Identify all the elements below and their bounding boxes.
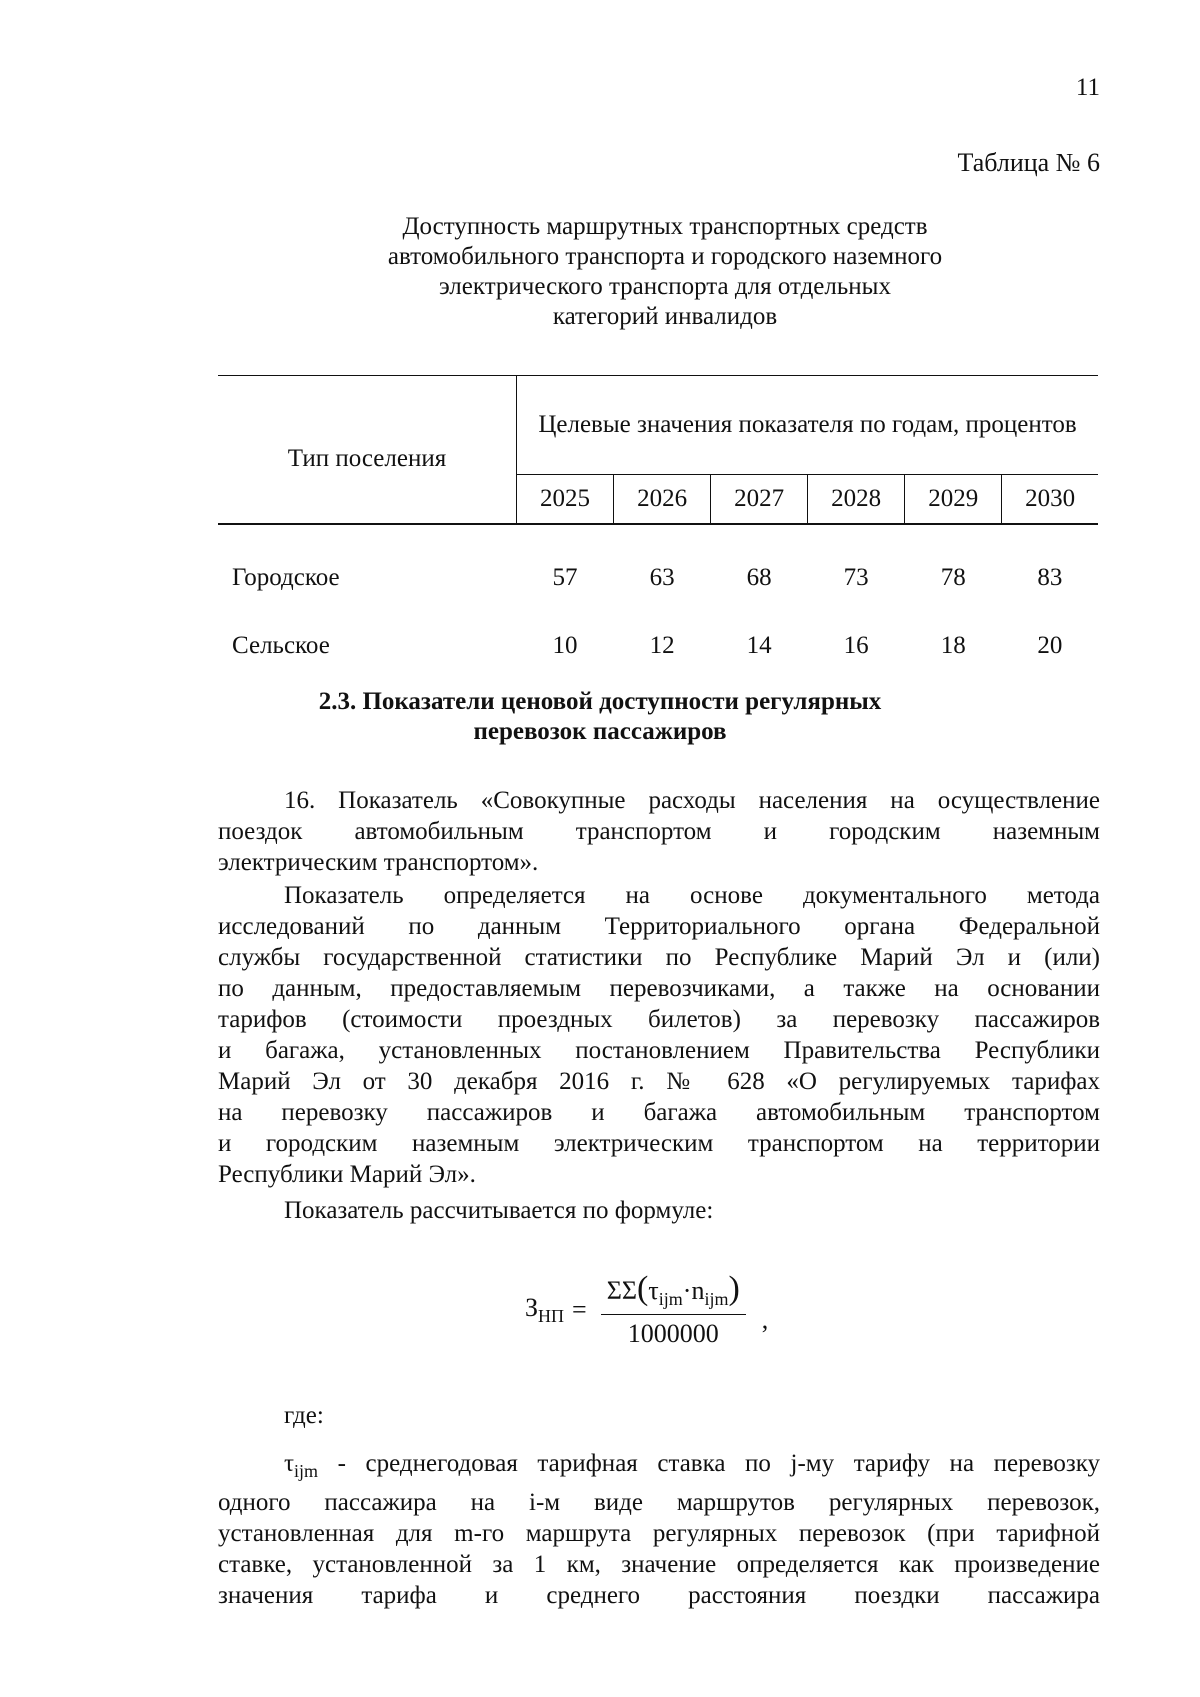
- paragraph-line: тарифов (стоимости проездных билетов) за перевозку пассажиров: [218, 1006, 1100, 1033]
- paragraph-line: электрическим транспортом».: [218, 849, 539, 876]
- year-header: 2026: [614, 475, 711, 525]
- paragraph-line: 16. Показатель «Совокупные расходы населения на осуществление: [284, 787, 1100, 814]
- formula-numerator: $\Sigma\Sigma(\tau_{ijm}\cdot n_{ijm})$: [601, 1270, 746, 1315]
- table-title-line: Доступность маршрутных транспортных средств: [402, 213, 928, 240]
- row-value: 18: [940, 632, 966, 659]
- formula: [525, 1270, 768, 1349]
- paragraph-line: на перевозку пассажиров и багажа автомобильным транспортом: [218, 1099, 1100, 1126]
- page-number: 11: [1075, 74, 1100, 101]
- year-header: 2025: [517, 475, 614, 525]
- paragraph-line: службы государственной статистики по Республике Марий Эл и (или): [218, 944, 1100, 971]
- row-name: Сельское: [232, 632, 330, 659]
- row-value: 83: [1037, 564, 1063, 591]
- paragraph-line: Показатель определяется на основе документального метода: [284, 882, 1100, 909]
- paragraph-line: по данным, предоставляемым перевозчиками, а также на основании: [218, 975, 1100, 1002]
- table-title-line: категорий инвалидов: [552, 303, 778, 330]
- year-header: 2029: [905, 475, 1002, 525]
- paragraph-line: ставке, установленной за 1 км, значение определяется как произведение: [218, 1551, 1100, 1578]
- table-title: [300, 212, 1030, 332]
- col-header-target-values: Целевые значения показателя по годам, процентов: [517, 376, 1099, 475]
- formula-lhs: $З_{НП}$: [525, 1292, 565, 1326]
- formula-comma: ,: [761, 1304, 769, 1334]
- table-label: Таблица № 6: [957, 148, 1100, 177]
- year-header: 2030: [1002, 475, 1098, 525]
- indicator-table: [218, 375, 1098, 680]
- paragraph-line: значения тарифа и среднего расстояния поездки пассажира: [218, 1582, 1100, 1609]
- paragraph-line: исследований по данным Территориального органа Федеральной: [218, 913, 1100, 940]
- paragraph-line: одного пассажира на i-м виде маршрутов регулярных перевозок,: [218, 1489, 1100, 1516]
- formula-fraction: [601, 1270, 746, 1349]
- table-row: [218, 612, 1098, 680]
- where-label-block: [218, 1400, 1100, 1431]
- paragraph-line: установленная для m-го маршрута регулярных перевозок (при тарифной: [218, 1520, 1100, 1547]
- paragraph-line: Республики Марий Эл».: [218, 1161, 476, 1188]
- section-heading-line: перевозок пассажиров: [473, 718, 727, 745]
- year-header: 2027: [711, 475, 808, 525]
- paragraph-line: Показатель рассчитывается по формуле:: [284, 1197, 714, 1224]
- row-value: 10: [552, 632, 578, 659]
- table-title-line: автомобильного транспорта и городского наземного: [387, 243, 943, 270]
- row-value: 73: [843, 564, 869, 591]
- row-value: 68: [746, 564, 772, 591]
- paragraph-tau-definition: [218, 1448, 1100, 1611]
- tau-symbol: τ: [284, 1450, 295, 1477]
- tau-subscript: ijm: [294, 1461, 319, 1481]
- section-heading-line: 2.3. Показатели ценовой доступности регулярных: [318, 688, 882, 715]
- where-label: где:: [284, 1402, 324, 1429]
- paragraph-method: [218, 880, 1100, 1190]
- section-heading: [0, 687, 1200, 747]
- paragraph-line: и багажа, установленных постановлением Правительства Республики: [218, 1037, 1100, 1064]
- paragraph-indicator-16: [218, 785, 1100, 878]
- table-row: [218, 524, 1098, 612]
- year-header: 2028: [808, 475, 905, 525]
- row-value: 57: [552, 564, 578, 591]
- formula-equals: =: [572, 1294, 587, 1324]
- table-title-line: электрического транспорта для отдельных: [439, 273, 891, 300]
- row-name: Городское: [232, 564, 340, 591]
- formula-denominator: 1000000: [627, 1319, 719, 1349]
- row-value: 63: [649, 564, 675, 591]
- row-value: 20: [1037, 632, 1063, 659]
- paragraph-formula-intro: [218, 1195, 1100, 1226]
- paragraph-line: $\tau_{ijm}$ - среднегодовая тарифная ставка по j-му тарифу на перевозку: [284, 1450, 1100, 1481]
- paragraph-line: и городским наземным электрическим транспортом на территории: [218, 1130, 1100, 1157]
- paragraph-line: Марий Эл от 30 декабря 2016 г. № 628 «О регулируемых тарифах: [218, 1068, 1100, 1095]
- row-value: 12: [649, 632, 675, 659]
- row-value: 14: [746, 632, 772, 659]
- row-value: 16: [843, 632, 869, 659]
- row-value: 78: [940, 564, 966, 591]
- paragraph-line: поездок автомобильным транспортом и городским наземным: [218, 818, 1100, 845]
- col-header-settlement-type: Тип поселения: [218, 376, 517, 525]
